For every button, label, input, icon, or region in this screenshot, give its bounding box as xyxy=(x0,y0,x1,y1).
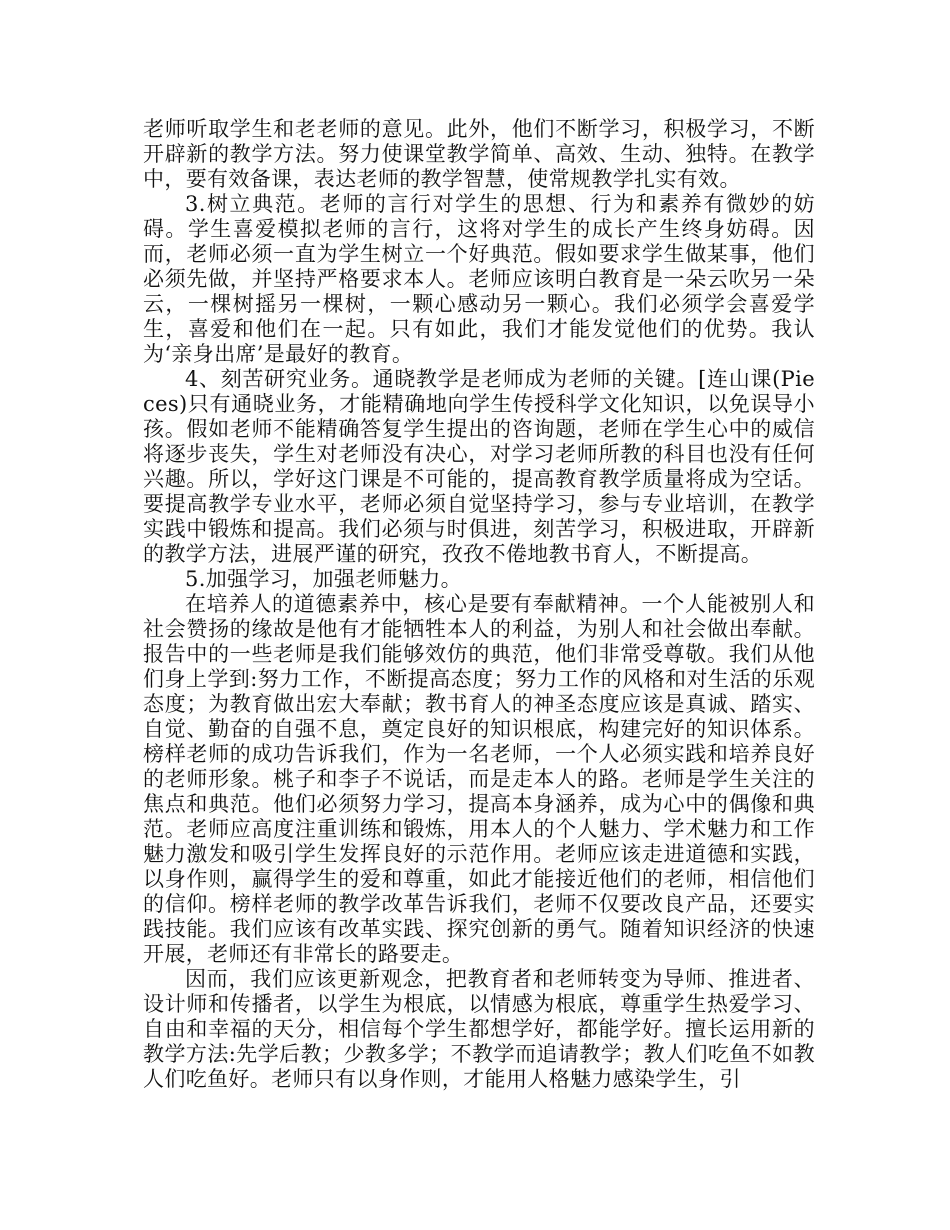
paragraph-strengthen-learning-heading: 5.加强学习，加强老师魅力。 xyxy=(185,567,462,591)
paragraph-set-example: 3.树立典范。老师的言行对学生的思想、行为和素养有微妙的妨碍。学生喜爱模拟老师的言行，这将对学生的成长产生终身妨碍。因而，老师必须一直为学生树立一个好典范。假如要求学生做某事，他们必须先做，并坚持严格要求本人。老师应该明白教育是一朵云吹另一朵云，一棵树摇另一棵树，一颗心感动另一颗心。我们必须学会喜爱学生，喜爱和他们在一起。只有如此，我们才能发觉他们的优势。我认为‘亲身出席’是最好的教育。 xyxy=(143,192,815,366)
paragraph-study-business: 4、刻苦研究业务。通晓教学是老师成为老师的关键。[连山课(Pieces)只有通晓业务，才能精确地向学生传授科学文化知识，以免误导小孩。假如老师不能精确答复学生提出的咨询题，老师在学生心中的威信将逐步丧失，学生对老师没有决心，对学习老师所教的科目也没有任何兴趣。所以，学好这门课是不可能的，提高教育教学质量将成为空话。要提高教学专业水平，老师必须自觉坚持学习，参与专业培训，在教学实践中锻炼和提高。我们必须与时俱进，刻苦学习，积极进取，开辟新的教学方法，进展严谨的研究，孜孜不倦地教书育人，不断提高。 xyxy=(143,367,815,566)
paragraph-teacher-listening: 老师听取学生和老老师的意见。此外，他们不断学习，积极学习，不断开辟新的教学方法。努力使课堂教学简单、高效、生动、独特。在教学中，要有效备课，表达老师的教学智慧，使常规教学扎实有效。 xyxy=(143,117,815,191)
paragraph-moral-cultivation: 在培养人的道德素养中，核心是要有奉献精神。一个人能被别人和社会赞扬的缘故是他有才能牺牲本人的利益，为别人和社会做出奉献。报告中的一些老师是我们能够效仿的典范，他们非常受尊敬。我们从他们身上学到:努力工作，不断提高态度；努力工作的风格和对生活的乐观态度；为教育做出宏大奉献；教书育人的神圣态度应该是真诚、踏实、自觉、勤奋的自强不息，奠定良好的知识根底，构建完好的知识体系。榜样老师的成功告诉我们，作为一名老师，一个人必须实践和培养良好的老师形象。桃子和李子不说话，而是走本人的路。老师是学生关注的焦点和典范。他们必须努力学习，提高本身涵养，成为心中的偶像和典范。老师应高度注重训练和锻炼，用本人的个人魅力、学术魅力和工作魅力激发和吸引学生发挥良好的示范作用。老师应该走进道德和实践，以身作则，赢得学生的爱和尊重，如此才能接近他们的老师，相信他们的信仰。榜样老师的教学改革告诉我们，老师不仅要改良产品，还要实践技能。我们应该有改革实践、探究创新的勇气。随着知识经济的快速开展，老师还有非常长的路要走。 xyxy=(143,592,815,966)
paragraph-update-concepts: 因而，我们应该更新观念，把教育者和老师转变为导师、推进者、设计师和传播者，以学生为根底，以情感为根底，尊重学生热爱学习、自由和幸福的天分，相信每个学生都想学好，都能学好。擅长运用新的教学方法:先学后教；少教多学；不教学而追请教学；教人们吃鱼不如教人们吃鱼好。老师只有以身作则，才能用人格魅力感染学生，引 xyxy=(143,967,815,1091)
document-page xyxy=(143,117,815,1092)
